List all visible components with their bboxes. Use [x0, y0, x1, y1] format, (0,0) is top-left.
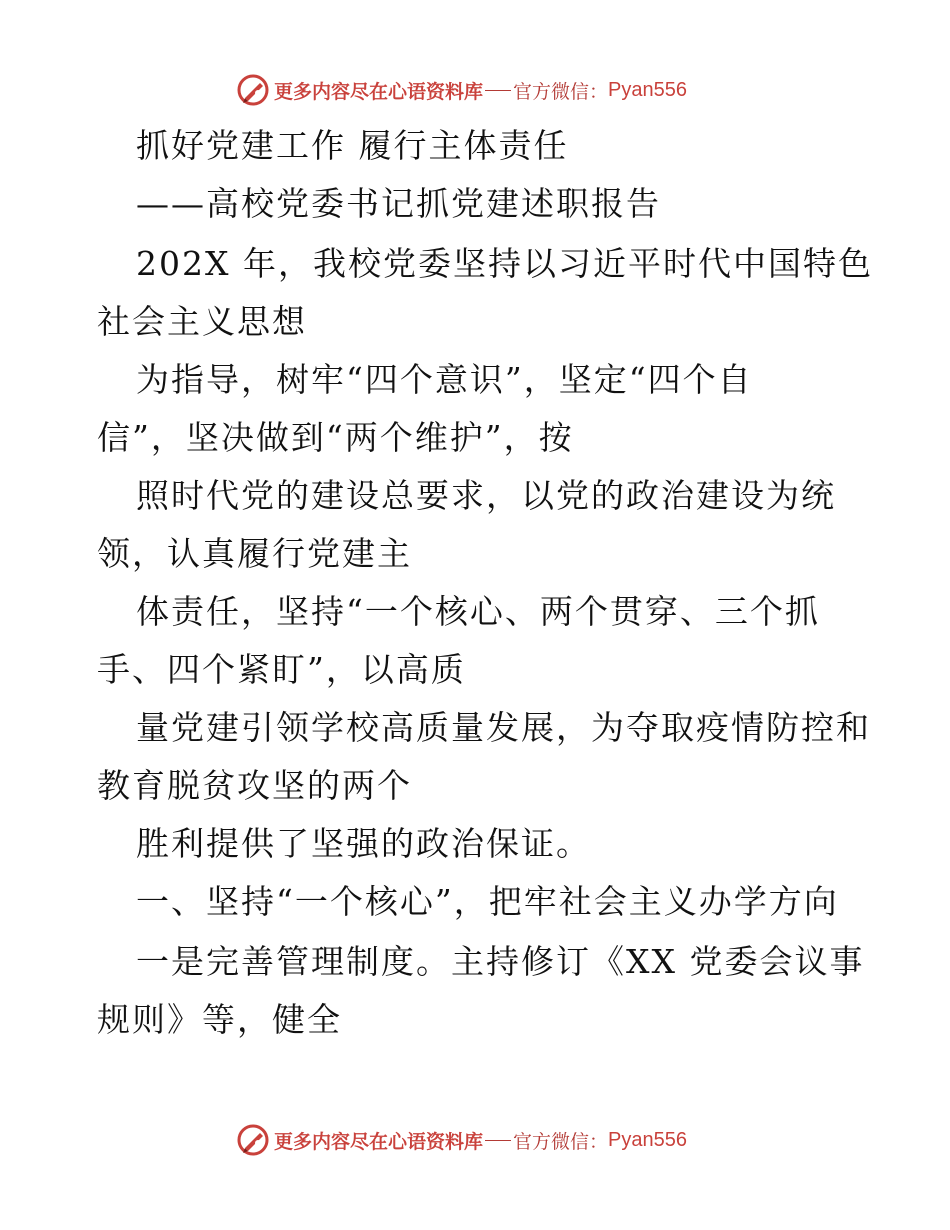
document-subtitle: ——高校党委书记抓党建述职报告	[136, 184, 661, 223]
watermark-footer	[236, 1122, 687, 1158]
watermark-wechat-id: Pyan556	[608, 1128, 687, 1151]
watermark-header	[236, 72, 687, 108]
section-heading: 一、坚持“一个核心”，把牢社会主义办学方向	[136, 882, 839, 921]
watermark-official-label: 官方微信：	[513, 80, 609, 103]
watermark-dash	[485, 1140, 511, 1141]
document-title: 抓好党建工作 履行主体责任	[136, 126, 569, 165]
paragraph-line: 一是完善管理制度。主持修订《XX 党委会议事	[136, 942, 865, 981]
paragraph-line: 规则》等，健全	[97, 1000, 342, 1039]
paragraph-line: 胜利提供了坚强的政治保证。	[136, 824, 591, 863]
watermark-wechat-id: Pyan556	[608, 78, 687, 101]
pen-logo-icon	[236, 1123, 270, 1157]
watermark-official-label: 官方微信：	[513, 1130, 609, 1153]
paragraph-line: 信”，坚决做到“两个维护”，按	[97, 418, 574, 457]
paragraph-line: 202X 年，我校党委坚持以习近平时代中国特色	[136, 244, 873, 283]
watermark-dash	[485, 90, 511, 91]
paragraph-line: 量党建引领学校高质量发展，为夺取疫情防控和	[136, 708, 871, 747]
watermark-text: 更多内容尽在心语资料库	[274, 1130, 484, 1153]
pen-logo-icon	[236, 73, 270, 107]
paragraph-line: 手、四个紧盯”，以高质	[97, 650, 466, 689]
watermark-text: 更多内容尽在心语资料库	[274, 80, 484, 103]
paragraph-line: 教育脱贫攻坚的两个	[97, 766, 412, 805]
paragraph-line: 照时代党的建设总要求，以党的政治建设为统	[136, 476, 836, 515]
paragraph-line: 体责任，坚持“一个核心、两个贯穿、三个抓	[136, 592, 820, 631]
paragraph-line: 领，认真履行党建主	[97, 534, 412, 573]
paragraph-line: 为指导，树牢“四个意识”，坚定“四个自	[136, 360, 753, 399]
paragraph-line: 社会主义思想	[97, 302, 307, 341]
